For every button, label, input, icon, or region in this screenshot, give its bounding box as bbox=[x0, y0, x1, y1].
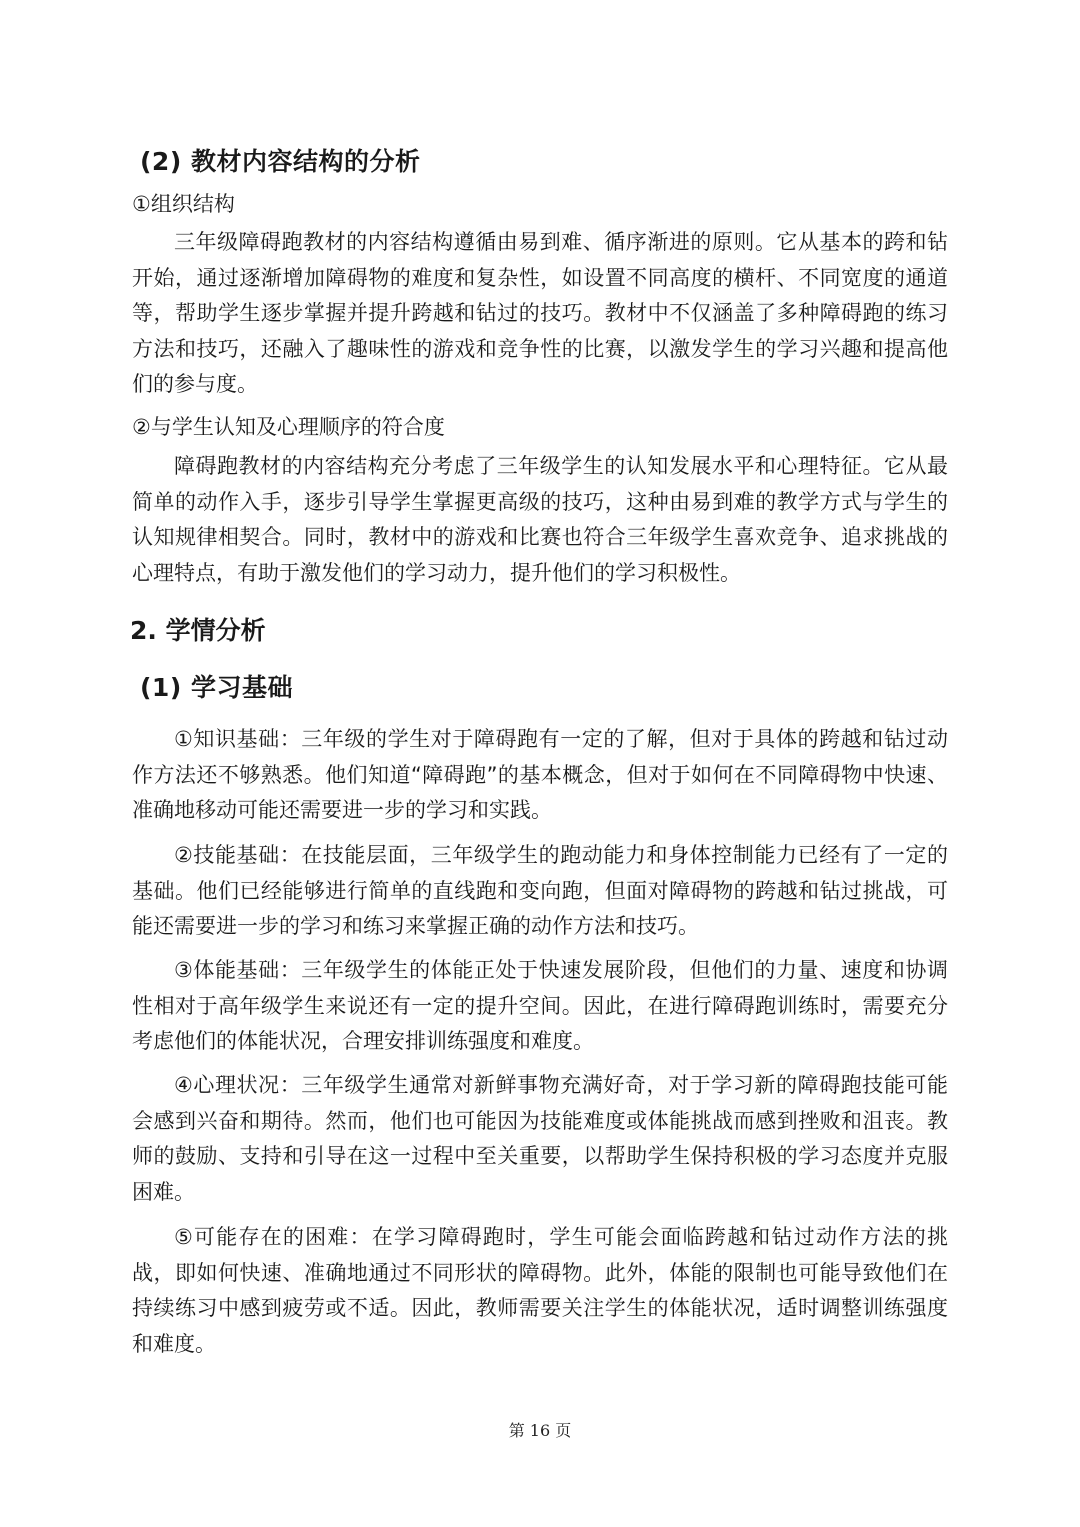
subsection-title-organization: ①组织结构 bbox=[132, 192, 235, 216]
section-heading-learning-foundation: (1) 学习基础 bbox=[140, 673, 293, 702]
paragraph-skill-foundation: ②技能基础：在技能层面，三年级学生的跑动能力和身体控制能力已经有了一定的基础。他们已经能够进行简单的直线跑和变向跑，但面对障碍物的跨越和钻过挑战，可能还需要进一步的学习和练习来掌握正确的动作方法和技巧。 bbox=[132, 843, 948, 938]
page-number: 第 16 页 bbox=[508, 1421, 572, 1440]
paragraph-cognitive-fit: 障碍跑教材的内容结构充分考虑了三年级学生的认知发展水平和心理特征。它从最简单的动作入手，逐步引导学生掌握更高级的技巧，这种由易到难的教学方式与学生的认知规律相契合。同时，教材中的游戏和比赛也符合三年级学生喜欢竞争、追求挑战的心理特点，有助于激发他们的学习动力，提升他们的学习积极性。 bbox=[132, 454, 948, 585]
paragraph-possible-difficulties: ⑤可能存在的困难：在学习障碍跑时，学生可能会面临跨越和钻过动作方法的挑战，即如何快速、准确地通过不同形状的障碍物。此外，体能的限制也可能导致他们在持续练习中感到疲劳或不适。因此，教师需要关注学生的体能状况，适时调整训练强度和难度。 bbox=[132, 1225, 948, 1356]
section-heading-textbook-structure: (2) 教材内容结构的分析 bbox=[140, 147, 421, 176]
section-heading-learning-analysis: 2. 学情分析 bbox=[130, 616, 266, 645]
subsection-title-cognitive-fit: ②与学生认知及心理顺序的符合度 bbox=[132, 415, 445, 439]
paragraph-organization: 三年级障碍跑教材的内容结构遵循由易到难、循序渐进的原则。它从基本的跨和钻开始，通过逐渐增加障碍物的难度和复杂性，如设置不同高度的横杆、不同宽度的通道等，帮助学生逐步掌握并提升跨越和钻过的技巧。教材中不仅涵盖了多种障碍跑的练习方法和技巧，还融入了趣味性的游戏和竞争性的比赛，以激发学生的学习兴趣和提高他们的参与度。 bbox=[132, 230, 948, 396]
paragraph-psychological-status: ④心理状况：三年级学生通常对新鲜事物充满好奇，对于学习新的障碍跑技能可能会感到兴奋和期待。然而，他们也可能因为技能难度或体能挑战而感到挫败和沮丧。教师的鼓励、支持和引导在这一过程中至关重要，以帮助学生保持积极的学习态度并克服困难。 bbox=[132, 1073, 948, 1204]
paragraph-fitness-foundation: ③体能基础：三年级学生的体能正处于快速发展阶段，但他们的力量、速度和协调性相对于高年级学生来说还有一定的提升空间。因此，在进行障碍跑训练时，需要充分考虑他们的体能状况，合理安排训练强度和难度。 bbox=[132, 958, 948, 1053]
paragraph-knowledge-foundation: ①知识基础：三年级的学生对于障碍跑有一定的了解，但对于具体的跨越和钻过动作方法还不够熟悉。他们知道“障碍跑”的基本概念，但对于如何在不同障碍物中快速、准确地移动可能还需要进一步的学习和实践。 bbox=[132, 727, 948, 822]
